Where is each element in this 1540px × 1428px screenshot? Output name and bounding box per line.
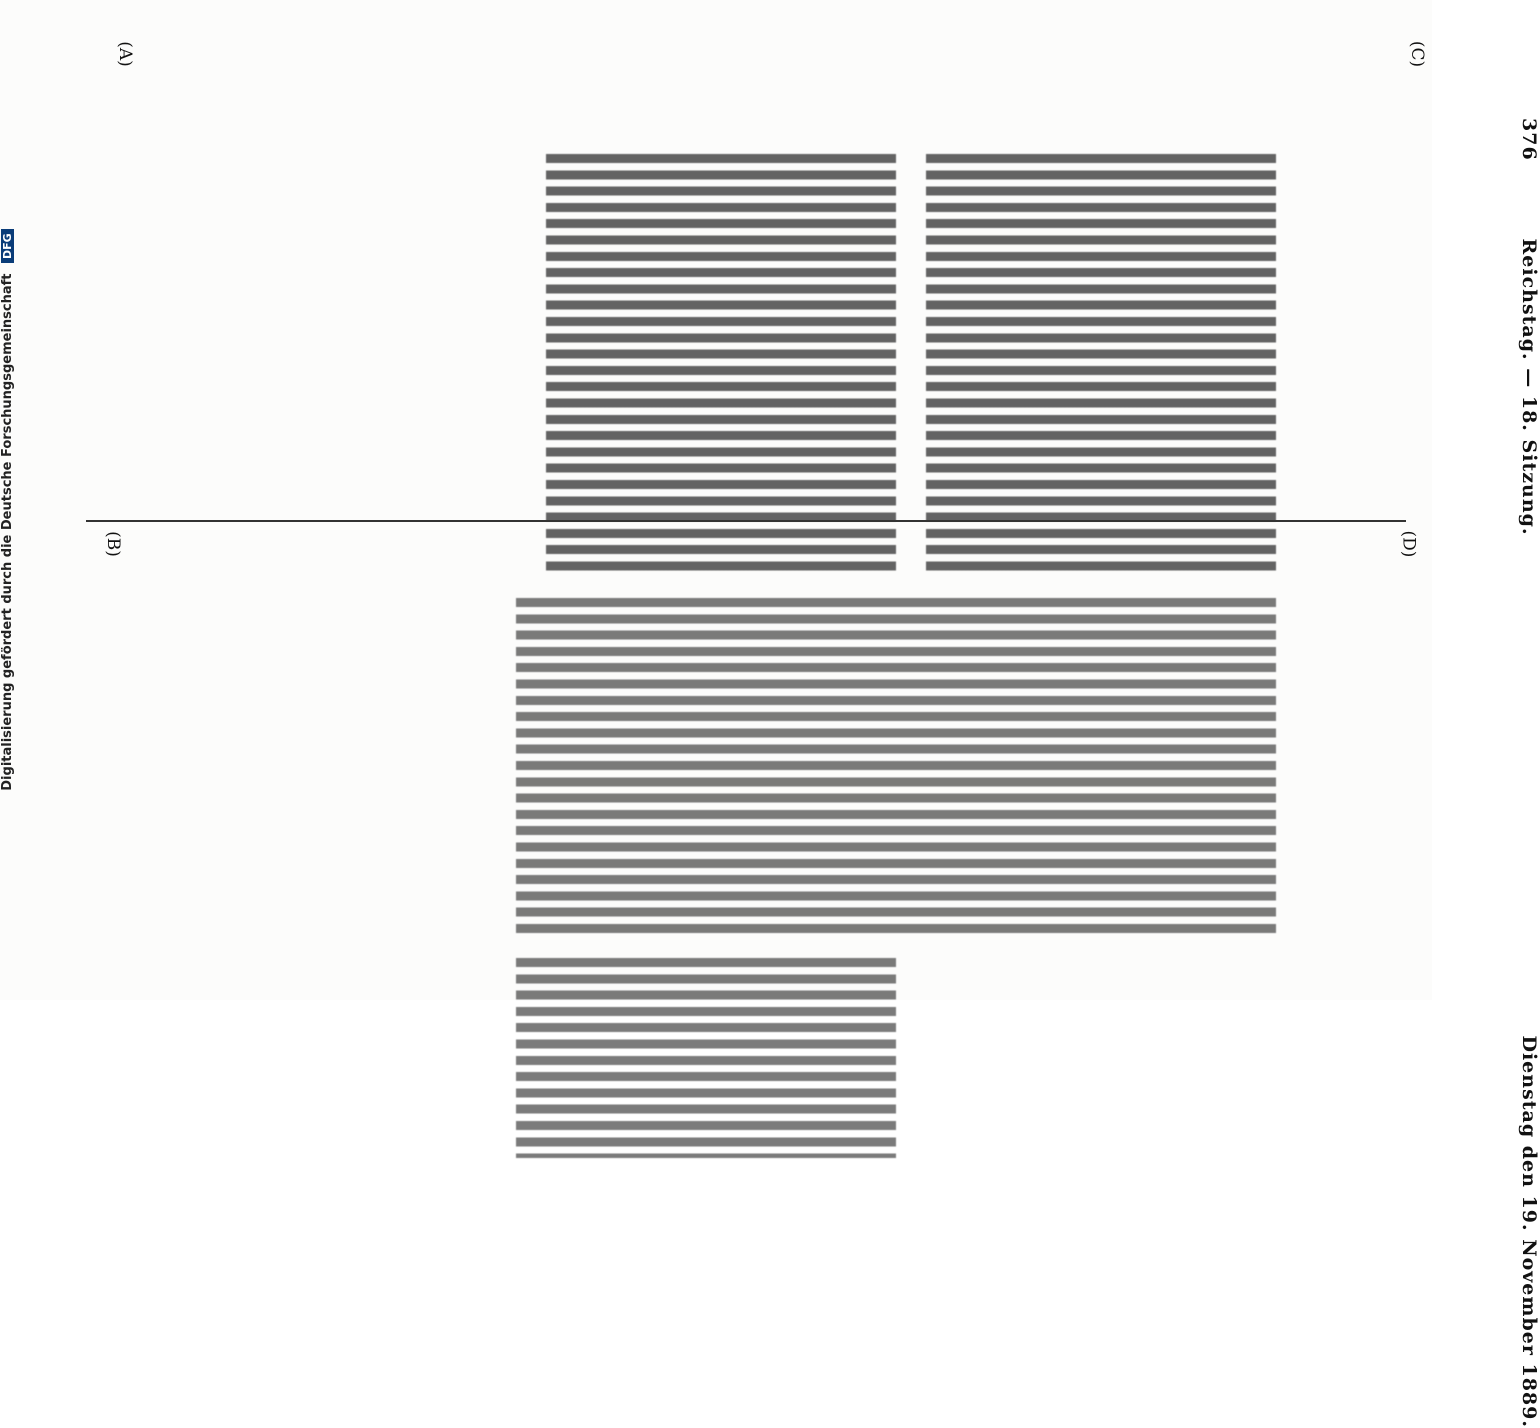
margin-mark-a: (A) — [114, 41, 135, 67]
text-column-right-bottom — [516, 958, 896, 1158]
running-header — [1500, 118, 1540, 1428]
text-columns — [516, 58, 1419, 1418]
credit-text: Digitalisierung gefördert durch die Deutsche Forschungsgemeinschaft — [0, 273, 15, 791]
margin-mark-d: (D) — [1398, 530, 1419, 558]
text-column-left-bottom — [546, 154, 896, 574]
text-column-left-top — [926, 154, 1276, 574]
header-session: Reichstag. — 18. Sitzung. — [1518, 238, 1540, 536]
page-number: 376 — [1518, 118, 1540, 161]
column-divider — [86, 520, 1406, 522]
text-column-right-top — [516, 598, 1276, 938]
margin-mark-c: (C) — [1407, 40, 1428, 68]
dfg-logo: DFG — [1, 229, 14, 263]
header-date: Dienstag den 19. November 1889. — [1518, 1035, 1540, 1428]
digitization-credit — [0, 70, 20, 950]
margin-mark-b: (B) — [102, 531, 123, 557]
